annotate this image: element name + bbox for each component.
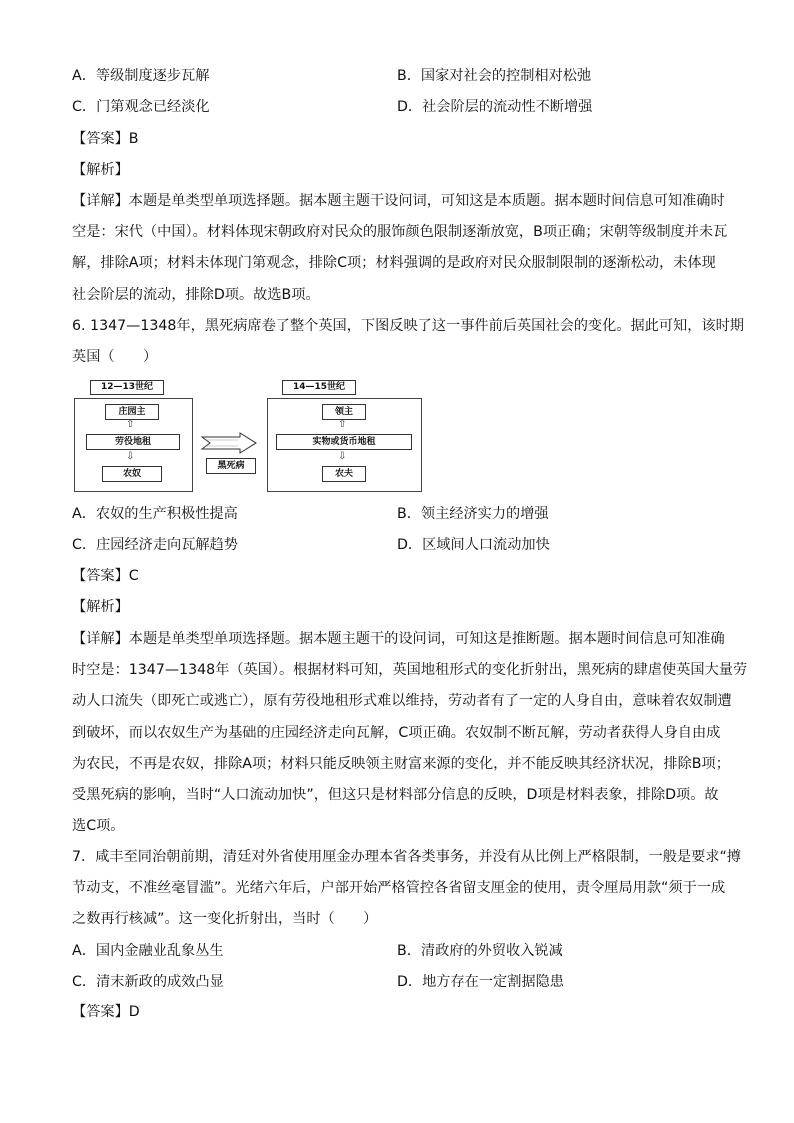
q6-analysis-label: 【解析】 bbox=[72, 599, 129, 615]
q7-option-b: B．清政府的外贸收入锐减 bbox=[397, 943, 563, 959]
q6-detail bbox=[72, 624, 748, 842]
right-mid-box: 实物或货币地租 bbox=[276, 434, 412, 450]
q6-option-b: B．领主经济实力的增强 bbox=[397, 506, 549, 522]
down-arrow-icon: ⇩ bbox=[338, 451, 347, 462]
left-mid-box: 劳役地租 bbox=[86, 434, 180, 450]
q6-diagram bbox=[72, 376, 432, 496]
up-arrow-icon: ⇧ bbox=[126, 419, 135, 430]
q5-analysis-label: 【解析】 bbox=[72, 162, 129, 178]
q6-detail-line: 时空是：1347—1348年（英国）。根据材料可知，英国地租形式的变化折射出，黑死病的肆虐使英国大量劳 bbox=[72, 662, 748, 679]
q6-stem-line: 英国（ ） bbox=[72, 349, 158, 366]
q7-option-d: D．地方存在一定割据隐患 bbox=[397, 974, 564, 990]
q5-option-a: A．等级制度逐步瓦解 bbox=[72, 68, 210, 84]
q6-option-c: C．庄园经济走向瓦解趋势 bbox=[72, 537, 238, 553]
q7-option-c: C．清末新政的成效凸显 bbox=[72, 974, 224, 990]
q5-option-c: C．门第观念已经淡化 bbox=[72, 99, 210, 115]
q5-option-b: B．国家对社会的控制相对松弛 bbox=[397, 68, 592, 84]
left-bottom-box: 农奴 bbox=[102, 466, 162, 482]
right-top-box: 领主 bbox=[322, 404, 366, 420]
q6-detail-line: 受黑死病的影响，当时“人口流动加快”，但这只是材料部分信息的反映，D项是材料表象，排除D项。故 bbox=[72, 787, 719, 804]
q5-detail-line: 解，排除A项；材料未体现门第观念，排除C项；材料强调的是政府对民众服制限制的逐渐松动，未体现 bbox=[72, 255, 716, 272]
down-arrow-icon: ⇩ bbox=[126, 451, 135, 462]
left-period-label: 12—13世纪 bbox=[90, 380, 164, 395]
q5-answer: 【答案】B bbox=[72, 131, 139, 147]
q6-stem-line: 6. 1347—1348年，黑死病席卷了整个英国，下图反映了这一事件前后英国社会的变化。据此可知，该时期 bbox=[72, 318, 744, 334]
up-arrow-icon: ⇧ bbox=[338, 419, 347, 430]
q5-detail-line: 空是：宋代（中国）。材料体现宋朝政府对民众的服饰颜色限制逐渐放宽，B项正确；宋朝等级制度并未瓦 bbox=[72, 224, 728, 241]
right-bottom-box: 农夫 bbox=[322, 466, 366, 482]
q5-detail-line: 社会阶层的流动，排除D项。故选B项。 bbox=[72, 286, 320, 303]
left-top-box: 庄园主 bbox=[105, 404, 159, 420]
q7-stem-line: 7．咸丰至同治朝前期，清廷对外省使用厘金办理本省各类事务，并没有从比例上严格限制，一般是要求“撙 bbox=[72, 849, 742, 865]
q6-answer: 【答案】C bbox=[72, 568, 139, 584]
q7-answer: 【答案】D bbox=[72, 1004, 140, 1020]
q6-detail-line: 为农民，不再是农奴，排除A项；材料只能反映领主财富来源的变化，并不能反映其经济状况，排除B项； bbox=[72, 755, 730, 772]
q6-detail-line: 【详解】本题是单类型单项选择题。据本题主题干的设问词，可知这是推断题。据本题时间信息可知准确 bbox=[72, 631, 725, 647]
right-period-label: 14—15世纪 bbox=[282, 380, 356, 395]
trigger-box: 黑死病 bbox=[206, 458, 256, 474]
q6-detail-line: 到破坏，而以农奴生产为基础的庄园经济走向瓦解，C项正确。农奴制不断瓦解，劳动者获得人身自由成 bbox=[72, 724, 721, 741]
q5-detail bbox=[72, 186, 728, 311]
q6-option-a: A．农奴的生产积极性提高 bbox=[72, 506, 238, 522]
q7-stem bbox=[72, 842, 742, 936]
q6-detail-line: 动人口流失（即死亡或逃亡），原有劳役地租形式难以维持，劳动者有了一定的人身自由，意味着农奴制遭 bbox=[72, 693, 732, 710]
q7-stem-line: 节动支，不准丝毫冒滥”。光绪六年后，户部开始严格管控各省留支厘金的使用，责令厘局用款“须于一成 bbox=[72, 880, 726, 897]
q6-detail-line: 选C项。 bbox=[72, 818, 125, 835]
q5-detail-line: 【详解】本题是单类型单项选择题。据本题主题干设问词，可知这是本质题。据本题时间信息可知准确时 bbox=[72, 193, 725, 209]
q6-option-d: D．区域间人口流动加快 bbox=[397, 537, 550, 553]
q7-option-a: A．国内金融业乱象丛生 bbox=[72, 943, 224, 959]
q5-option-d: D．社会阶层的流动性不断增强 bbox=[397, 99, 593, 115]
q7-stem-line: 之数再行核减”。这一变化折射出，当时（ ） bbox=[72, 911, 378, 928]
q6-stem bbox=[72, 311, 744, 373]
transition-arrow-icon bbox=[200, 432, 258, 454]
